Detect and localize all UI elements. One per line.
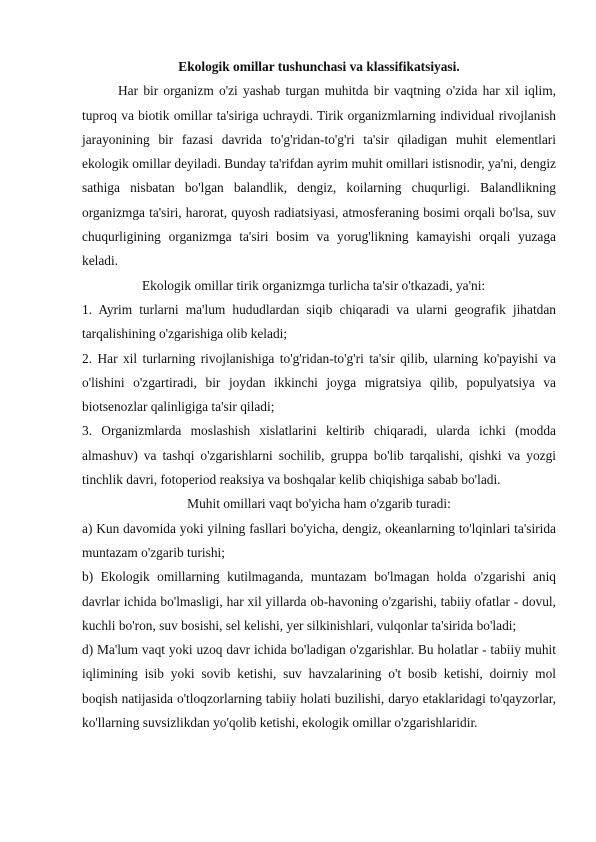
time-heading: Muhit omillari vaqt bo'yicha ham o'zgarib turadi: [187, 496, 451, 512]
time-item-b: b) Ekologik omillarning kutilmaganda, muntazam bo'lmagan holda o'zgarishi aniq davrlar ichida bo'lmasligi, har xil yillarda ob-havoning o'zgarishi, tabiiy ofatlar - dovul, kuchli bo'ron, suv bosishi, sel kelishi, yer silkinishlari, vulqonlar ta'sirida bo'ladi; [82, 569, 556, 633]
effects-heading: Ekologik omillar tirik organizmga turlicha ta'sir o'tkazadi, ya'ni: [142, 277, 486, 293]
document-title: Ekologik omillar tushunchasi va klassifikatsiyasi. [178, 59, 460, 74]
effects-item-1: 1. Ayrim turlarni ma'lum hududlardan siqib chiqaradi va ularni geografik jihatdan tarqalishining o'zgarishiga olib keladi; [82, 301, 556, 342]
effects-item-3: 3. Organizmlarda moslashish xislatlarini keltirib chiqaradi, ularda ichki (modda almashuv) va tashqi o'zgarishlarni sochilib, gruppa bo'lib tarqalishi, qishki va yozgi tinchlik davri, fotoperiod reaksiya va boshqalar kelib chiqishiga sabab bo'ladi. [82, 423, 556, 488]
time-item-a: a) Kun davomida yoki yilning fasllari bo'yicha, dengiz, okeanlarning to'lqinlari ta'sirida muntazam o'zgarib turishi; [82, 520, 556, 560]
document-page [82, 55, 556, 735]
time-item-d: d) Ma'lum vaqt yoki uzoq davr ichida bo'ladigan o'zgarishlar. Bu holatlar - tabiiy muhit iqlimining isib yoki sovib ketishi, suv havzalarining o't bosib ketishi, doirniy mol boqish natijasida o'tloqzorlarning tabiiy holati buzilishi, daryo etaklaridagi to'qayzorlar, ko'llarning suvsizlikdan yo'qolib ketishi, ekologik omillar o'zgarishlaridir. [82, 642, 556, 731]
intro-paragraph: Har bir organizm o'zi yashab turgan muhitda bir vaqtning o'zida har xil iqlim, tuproq va biotik omillar ta'siriga uchraydi. Tirik organizmlarning individual rivojlanish jarayonining bir fazasi davrida to'g'ridan-to'g'ri ta'sir qiladigan muhit elementlari ekologik omillar deyiladi. Bunday ta'rifdan ayrim muhit omillari istisnodir, ya'ni, dengiz sathiga nisbatan bo'lgan balandlik, dengiz, koilarning chuqurligi. Balandlikning organizmga ta'siri, harorat, quyosh radiatsiyasi, atmosferaning bosimi orqali bo'lsa, suv chuqurligining organizmga ta'siri bosim va yorug'likning kamayishi orqali yuzaga keladi. [82, 83, 556, 269]
effects-item-2: 2. Har xil turlarning rivojlanishiga to'g'ridan-to'g'ri ta'sir qilib, ularning ko'payishi va o'lishini o'zgartiradi, bir joydan ikkinchi joyga migratsiya qilib, populyatsiya va biotsenozlar qalinligiga ta'sir qiladi; [82, 350, 556, 415]
